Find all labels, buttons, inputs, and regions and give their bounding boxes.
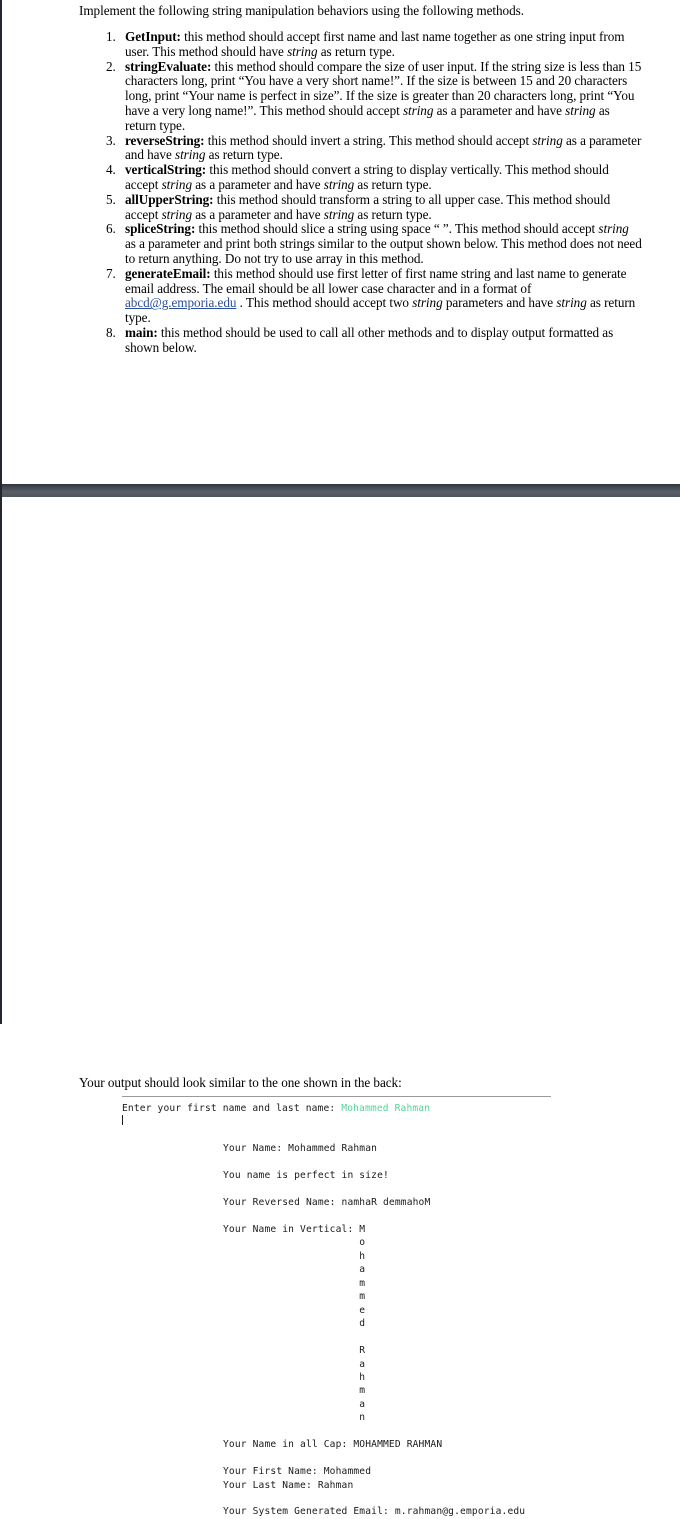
method-list-item — [119, 222, 642, 266]
console-user-input[interactable]: Mohammed Rahman — [341, 1103, 431, 1114]
method-list-item — [119, 30, 642, 60]
console-vertical-char: a — [223, 1358, 366, 1370]
console-vertical-char: a — [223, 1264, 366, 1276]
console-blank-line — [122, 1492, 552, 1505]
console-vertical-char: o — [223, 1237, 366, 1249]
console-vertical-header — [122, 1223, 552, 1236]
console-line: Your Last Name: Rahman — [223, 1479, 354, 1491]
emphasis-string-keyword: string — [556, 295, 587, 311]
method-name: verticalString: — [125, 162, 207, 178]
methods-list — [79, 30, 642, 356]
method-description-text: as a parameter and have — [125, 132, 642, 163]
text-cursor-icon — [122, 1115, 123, 1125]
method-name: reverseString: — [125, 132, 205, 148]
method-name: stringEvaluate: — [125, 58, 212, 74]
console-line: Your Name in all Cap: MOHAMMED RAHMAN — [223, 1439, 443, 1451]
method-description-text: this method should slice a string using space “ ”. This method should accept — [195, 221, 599, 237]
emphasis-string-keyword: string — [287, 43, 318, 59]
console-text — [122, 1102, 552, 1519]
method-description-text: parameters and have — [442, 295, 557, 311]
method-list-item — [119, 267, 642, 326]
emphasis-string-keyword: string — [161, 206, 192, 222]
email-format-link[interactable]: abcd@g.emporia.edu — [125, 295, 237, 311]
console-vertical-first-char: M — [359, 1224, 366, 1236]
method-description-text: as return type. — [354, 206, 432, 222]
method-description-text: this method should compare the size of user input. If the string size is less than 15 characters long, print “You have a very short name!”. If the size is between 15 and 20 characters long, print “Your name is perfect in size”. If the size is greater than 20 characters long, print “You have a very long name!”. This method should accept — [125, 58, 642, 118]
console-blank-line — [122, 1129, 552, 1142]
console-vertical-char: e — [223, 1304, 366, 1316]
method-name: main: — [125, 324, 158, 340]
console-prompt-line — [122, 1102, 552, 1115]
console-vertical-char: d — [223, 1318, 366, 1330]
method-description-text: this method should accept first name and last name together as one string input from user. This method should have — [125, 29, 625, 59]
console-line: Your Reversed Name: namhaR demmahoM — [223, 1197, 431, 1209]
method-description-text: as return type. — [317, 43, 395, 59]
method-name: generateEmail: — [125, 265, 211, 281]
emphasis-string-keyword: string — [161, 176, 192, 192]
page-separator-band — [0, 484, 680, 497]
console-line: Your Name: Mohammed Rahman — [223, 1143, 378, 1155]
intro-paragraph: Implement the following string manipulation behaviors using the following methods. — [79, 3, 524, 18]
emphasis-string-keyword: string — [323, 176, 355, 192]
console-caret-line — [122, 1115, 552, 1128]
method-description-text: as a parameter and print both strings similar to the output shown below. This method does not need to return anything. Do not try to use array in this method. — [125, 236, 642, 266]
emphasis-string-keyword: string — [598, 221, 629, 237]
document-page-2 — [0, 497, 680, 1518]
method-description-text: as a parameter and have — [191, 206, 324, 222]
console-vertical-char: R — [223, 1345, 366, 1357]
document-left-edge-rule — [0, 0, 2, 1024]
emphasis-string-keyword: string — [323, 206, 355, 222]
method-list-item — [119, 60, 642, 134]
console-top-rule — [122, 1096, 551, 1097]
method-description-text: as a parameter and have — [191, 176, 324, 192]
method-description-text: as a parameter and have — [433, 102, 566, 118]
method-description-text: this method should use first letter of first name string and last name to generate email address. The email should be all lower case character and in a format of — [125, 265, 627, 296]
emphasis-string-keyword: string — [412, 295, 443, 311]
console-vertical-char: m — [223, 1291, 366, 1303]
console-vertical-char: a — [223, 1398, 366, 1410]
method-description-text: this method should transform a string to all upper case. This method should accept — [125, 191, 611, 222]
console-output-block — [122, 1096, 552, 1519]
console-vertical-char: h — [223, 1250, 366, 1262]
method-description-text: as return type. — [205, 147, 283, 163]
console-vertical-label: Your Name in Vertical: — [223, 1224, 360, 1236]
console-vertical-char: m — [223, 1277, 366, 1289]
method-list-item — [119, 134, 642, 164]
console-blank-line — [122, 1425, 552, 1438]
console-prompt-label: Enter your first name and last name: — [122, 1103, 342, 1114]
emphasis-string-keyword: string — [402, 102, 434, 118]
method-description-text: as return type. — [125, 295, 636, 326]
console-vertical-char: h — [223, 1371, 366, 1383]
console-blank-line — [122, 1156, 552, 1169]
console-line: Your First Name: Mohammed — [223, 1466, 372, 1478]
emphasis-string-keyword: string — [565, 102, 596, 118]
method-description-text: this method should invert a string. This method should accept — [204, 132, 533, 148]
method-description-text: this method should be used to call all other methods and to display output formatted as shown below. — [125, 324, 614, 355]
method-description-text: as return type. — [354, 176, 432, 192]
emphasis-string-keyword: string — [175, 147, 206, 163]
console-blank-line — [122, 1452, 552, 1465]
console-vertical-char: n — [223, 1412, 366, 1424]
console-line: Your System Generated Email: m.rahman@g.emporia.edu — [223, 1506, 526, 1518]
method-list-item — [119, 193, 642, 223]
console-blank-line — [122, 1183, 552, 1196]
method-list-item — [119, 163, 642, 193]
emphasis-string-keyword: string — [532, 132, 563, 148]
method-description-text: as return type. — [125, 102, 610, 133]
method-description-text: . This method should accept two — [236, 295, 413, 311]
method-name: GetInput: — [125, 29, 181, 44]
document-page-1 — [0, 0, 680, 484]
method-list-item — [119, 326, 642, 356]
console-vertical-char: m — [223, 1385, 366, 1397]
console-blank-line — [122, 1331, 552, 1344]
method-description-text: this method should convert a string to display vertically. This method should accept — [125, 162, 609, 192]
method-name: spliceString: — [125, 221, 196, 237]
method-name: allUpperString: — [125, 191, 214, 207]
console-blank-line — [122, 1210, 552, 1223]
console-line: You name is perfect in size! — [223, 1170, 389, 1182]
outro-paragraph: Your output should look similar to the one shown in the back: — [79, 1075, 402, 1090]
